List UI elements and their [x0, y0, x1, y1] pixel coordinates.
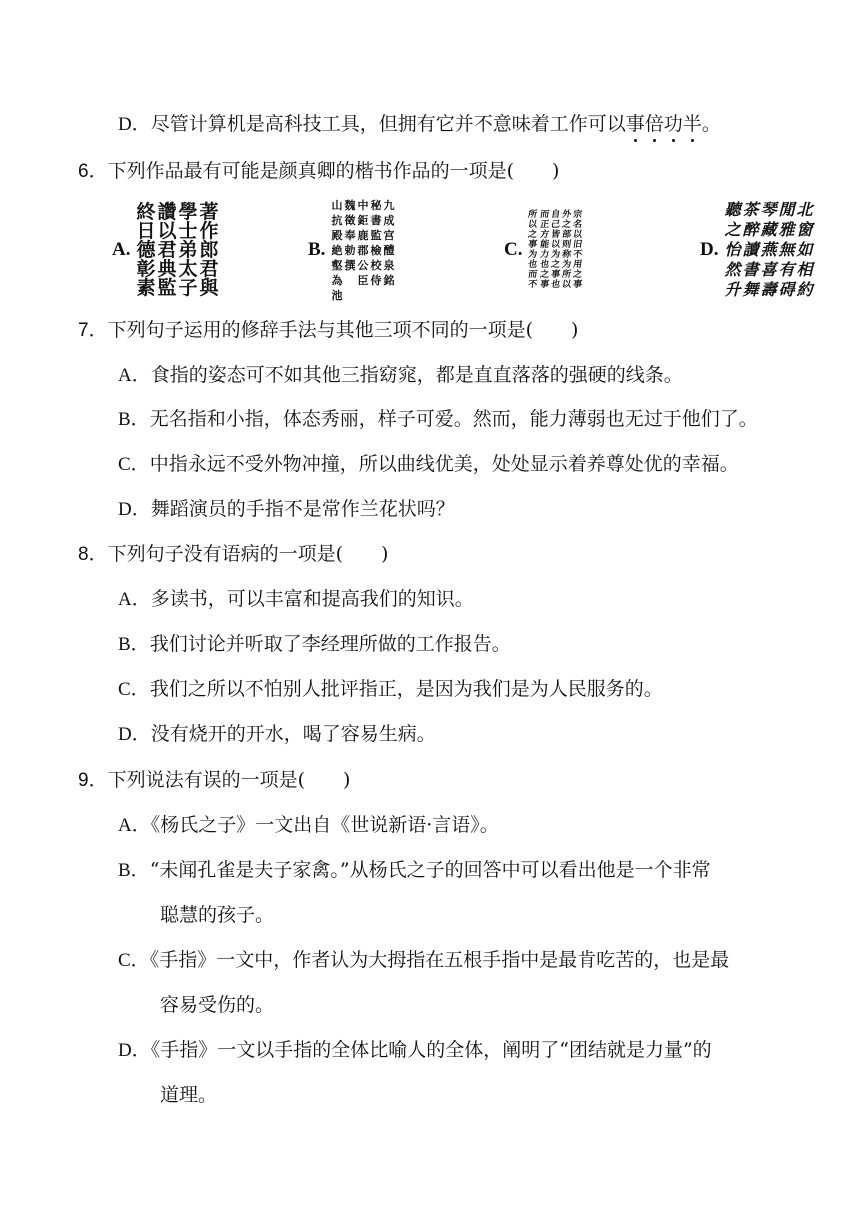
question-text: 下列作品最有可能是颜真卿的楷书作品的一项是( ) — [107, 160, 560, 182]
option-letter: D． — [118, 1040, 151, 1061]
option-letter: D． — [118, 724, 151, 745]
option-label: B. — [308, 239, 326, 260]
option-letter: D． — [118, 499, 151, 520]
calligraphy-column: 秘 書 監 檢 校 侍 — [370, 198, 382, 287]
q7-option-a — [118, 362, 683, 389]
q9-option-b-continuation: 聪慧的孩子。 — [160, 904, 275, 926]
q8-option-c — [118, 676, 663, 703]
calligraphy-column: 終 日 德 彰 素 — [136, 200, 156, 299]
question-number: 6． — [78, 161, 108, 182]
calligraphy-option-a — [112, 200, 219, 300]
calligraphy-column: 所 以 之 事 为 也 而 不 — [527, 210, 539, 290]
calligraphy-column: 外 之 部 则 称 为 所 以 — [560, 210, 572, 290]
option-label: A. — [112, 239, 131, 260]
option-letter: B． — [118, 409, 150, 430]
calligraphy-column: 琴 藏 燕 喜 壽 — [760, 200, 777, 299]
calligraphy-column: 北 窗 如 相 約 — [796, 200, 813, 299]
option-text: 《手指》一文以手指的全体比喻人的全体，阐明了“团结就是力量”的 — [150, 1039, 712, 1061]
option-text: 多读书，可以丰富和提高我们的知识。 — [150, 588, 474, 610]
question-6 — [78, 158, 559, 185]
q9-option-d — [118, 1037, 712, 1064]
calligraphy-column: 魏 徵 奉 勅 撰 — [344, 198, 356, 272]
calligraphy-column: 而 正 方 能 力 也 之 事 — [538, 210, 550, 290]
option-letter: A． — [118, 365, 151, 386]
option-text: 中指永远不受外物冲撞，所以曲线优美，处处显示着养尊处优的幸福。 — [149, 453, 739, 475]
q9-option-a — [118, 812, 499, 839]
line-d-prev — [118, 111, 721, 138]
question-text: 下列说法有误的一项是( ) — [107, 769, 351, 791]
calligraphy-column: 中 鉅 鹿 郡 公 臣 — [357, 198, 369, 287]
option-text: 《手指》一文中，作者认为大拇指在五根手指中是最肯吃苦的，也是最 — [149, 949, 730, 971]
option-text: 我们讨论并听取了李经理所做的工作报告。 — [149, 633, 511, 655]
calligraphy-image-d — [724, 200, 812, 300]
calligraphy-column: 山 抗 殿 絶 壑 為 池 — [331, 198, 343, 302]
calligraphy-column: 著 作 郎 君 與 — [199, 200, 219, 299]
q9-option-b — [118, 857, 711, 884]
question-text: 下列句子运用的修辞手法与其他三项不同的一项是( ) — [107, 319, 579, 341]
option-letter: B． — [118, 634, 150, 655]
option-text: 舞蹈演员的手指不是常作兰花状吗？ — [150, 498, 455, 520]
option-letter: A． — [118, 589, 151, 610]
calligraphy-image-b — [331, 198, 394, 303]
calligraphy-column: 學 士 弟 太 子 — [178, 200, 198, 299]
option-letter: A． — [118, 815, 151, 836]
calligraphy-options — [112, 200, 812, 300]
calligraphy-column: 自 己 皆 以 为 之 事 也 — [549, 210, 561, 290]
option-text-end: 。 — [701, 113, 721, 135]
question-number: 8． — [78, 544, 108, 565]
calligraphy-image-a — [136, 200, 219, 299]
option-text: “未闻孔雀是夫子家禽。”从杨氏之子的回答中可以看出他是一个非常 — [149, 859, 711, 881]
question-text: 下列句子没有语病的一项是( ) — [107, 543, 389, 565]
question-number: 9． — [78, 770, 108, 791]
calligraphy-option-b — [308, 200, 394, 300]
calligraphy-column: 聽 之 怡 然 升 — [724, 200, 741, 299]
option-letter: B． — [118, 860, 150, 881]
question-7 — [78, 317, 578, 344]
option-text: 没有烧开的开水，喝了容易生病。 — [150, 723, 436, 745]
calligraphy-column: 宗 名 以 旧 不 用 之 事 — [571, 210, 583, 290]
q9-option-d-continuation: 道理。 — [160, 1084, 218, 1106]
calligraphy-column: 茶 醉 讀 書 舞 — [742, 200, 759, 299]
calligraphy-column: 九 成 宫 醴 泉 銘 — [383, 198, 395, 287]
option-letter: D． — [118, 114, 151, 135]
calligraphy-column: 閒 雅 無 有 碍 — [778, 200, 795, 299]
option-text: 食指的姿态可不如其他三指窈窕，都是直直落落的强硬的线条。 — [150, 364, 683, 386]
option-text: 无名指和小指，体态秀丽，样子可爱。然而，能力薄弱也无过于他们了。 — [149, 408, 758, 430]
q9-option-c — [118, 947, 729, 974]
q7-option-c — [118, 451, 739, 478]
question-8 — [78, 541, 388, 568]
calligraphy-option-c — [504, 200, 582, 300]
q9-option-c-continuation: 容易受伤的。 — [160, 994, 275, 1016]
calligraphy-image-c — [528, 210, 581, 290]
option-text: 尽管计算机是高科技工具，但拥有它并不意味着工作可以 — [150, 113, 626, 135]
option-letter: C． — [118, 679, 150, 700]
option-letter: C． — [118, 950, 150, 971]
question-number: 7． — [78, 320, 108, 341]
calligraphy-option-d — [700, 200, 813, 300]
option-label: C. — [504, 239, 523, 260]
q8-option-d — [118, 721, 436, 748]
q8-option-a — [118, 586, 474, 613]
q7-option-d — [118, 496, 455, 523]
q7-option-b — [118, 406, 758, 433]
question-9 — [78, 767, 350, 794]
q8-option-b — [118, 631, 511, 658]
calligraphy-column: 讚 以 君 典 監 — [157, 200, 177, 299]
option-letter: C． — [118, 454, 150, 475]
dotted-text: 事倍功半 — [625, 113, 702, 135]
option-label: D. — [700, 239, 719, 260]
option-text: 《杨氏之子》一文出自《世说新语·言语》。 — [150, 814, 499, 836]
option-text: 我们之所以不怕别人批评指正，是因为我们是为人民服务的。 — [149, 678, 663, 700]
